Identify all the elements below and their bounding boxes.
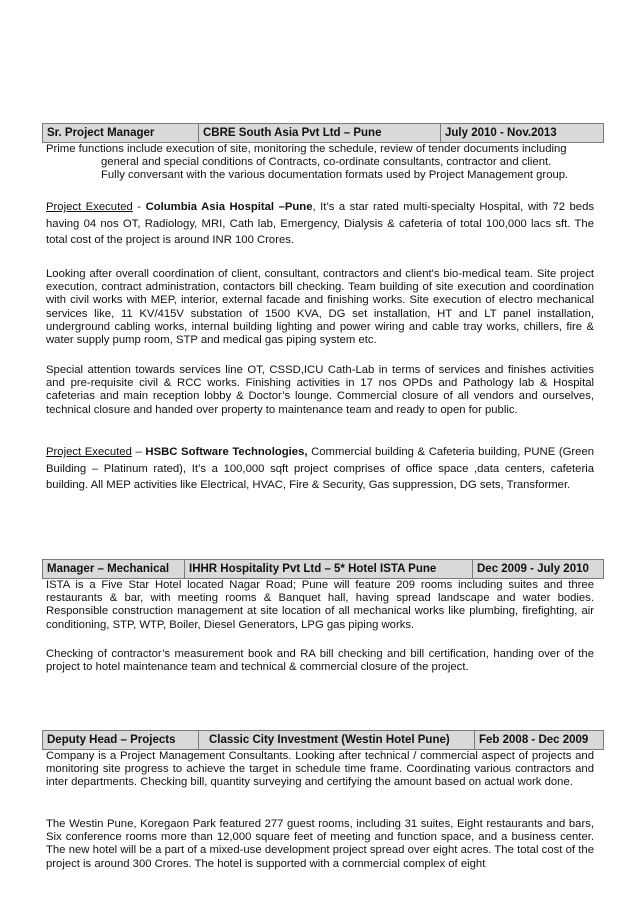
job-period: Dec 2009 - July 2010 — [477, 563, 589, 575]
project-description: Commercial building & Cafeteria building, PUNE (Green Building – Platinum rated), It’s a 100,000 sqft project comprises of office space ,data centers, cafeteria building. All MEP activities like Electrical, HVAC, Fire & Security, Gas suppression, DG sets, Transformer. — [46, 446, 595, 492]
job-header-classic-city — [42, 730, 604, 750]
project-separator: – — [131, 446, 146, 458]
job-company: CBRE South Asia Pvt Ltd – Pune — [199, 124, 441, 142]
project-separator: - — [132, 201, 146, 213]
job-period: Feb 2008 - Dec 2009 — [479, 734, 589, 746]
project-columbia-asia — [46, 199, 594, 249]
project-description: , It’s a star rated multi-specialty Hospital, with 72 beds having 04 nos OT, Radiology, MRI, Cath lab, Emergency, Dialysis & cafeteria of total 100,000 lacs sft. The total cost of the project is around INR 100 Crores. — [46, 201, 595, 247]
project-name: Columbia Asia Hospital –Pune — [145, 201, 313, 213]
intro-line-cont: Fully conversant with the various documentation formats used by Project Management group. — [101, 169, 569, 182]
job-company: Classic City Investment (Westin Hotel Pune) — [199, 731, 475, 749]
job-header-cbre — [42, 123, 604, 143]
job-role: Sr. Project Manager — [43, 124, 199, 142]
paragraph-special-attention: Special attention towards services line OT, CSSD,ICU Cath-Lab in terms of services and finishes activities and pre-requisite civil & RCC works. Finishing activities in 17 nos OPDs and Pathology lab & Hospital cafeterias and main reception lobby & Doctor’s lounge. Commercial closure of all vendors and ourselves, technical closure and handed over property to maintenance team and ready to open for public. — [46, 364, 594, 416]
job-company: IHHR Hospitality Pvt Ltd – 5* Hotel ISTA Pune — [185, 560, 473, 578]
project-hsbc — [46, 444, 594, 494]
project-executed-label: Project Executed — [46, 201, 133, 213]
job-role: Manager – Mechanical — [43, 560, 185, 578]
job-period: July 2010 - Nov.2013 — [445, 127, 557, 139]
project-executed-label: Project Executed — [46, 446, 132, 458]
job-header-ihhr — [42, 559, 604, 579]
paragraph-coordination: Looking after overall coordination of client, consultant, contractors and client's bio-medical team. Site project execution, contract administration, contactors bill checking. Team building of site execution and coordination with civil works with MEP, interior, external facade and finishing works. Site execution of electro mechanical services like, 11 KV/415V substation of 1500 KVA, DG set installation, HT and LT panel installation, underground cabling works, internal building lighting and power wiring and cable tray works, chillers, fire & water supply pump room, STP and medical gas piping system etc. — [46, 268, 594, 347]
job-role: Deputy Head – Projects — [43, 731, 199, 749]
intro-line-cont: general and special conditions of Contracts, co-ordinate consultants, contractor and client. — [101, 156, 552, 169]
paragraph-bill-checking: Checking of contractor’s measurement book and RA bill checking and bill certification, handing over of the project to hotel maintenance team and technical & commercial closure of the project. — [46, 648, 594, 674]
project-name: HSBC Software Technologies, — [145, 446, 308, 458]
intro-line: Prime functions include execution of site, monitoring the schedule, review of tender documents including — [46, 143, 567, 155]
paragraph-pmc: Company is a Project Management Consultants. Looking after technical / commercial aspect of projects and monitoring site progress to achieve the target in schedule time frame. Coordinating various contractors and inter departments. Checking bill, quantity surveying and certifying the amount based on actual work done. — [46, 750, 594, 789]
paragraph-ista-hotel: ISTA is a Five Star Hotel located Nagar Road; Pune will feature 209 rooms including suites and three restaurants & bar, with meeting rooms & Banquet hall, having spread landscape and water bodies. Responsible construction management at site location of all mechanical works like plumbing, firefighting, air conditioning, STP, WTP, Boiler, Diesel Generators, LPG gas piping works. — [46, 579, 594, 631]
job-intro — [46, 143, 594, 183]
paragraph-westin-pune: The Westin Pune, Koregaon Park featured 277 guest rooms, including 31 suites, Eight restaurants and bars, Six conference rooms more than 12,000 square feet of meeting and function space, and a business center. The new hotel will be a part of a mixed-use development project spread over eight acres. The total cost of the project is around 300 Crores. The hotel is supported with a commercial complex of eight — [46, 818, 594, 870]
